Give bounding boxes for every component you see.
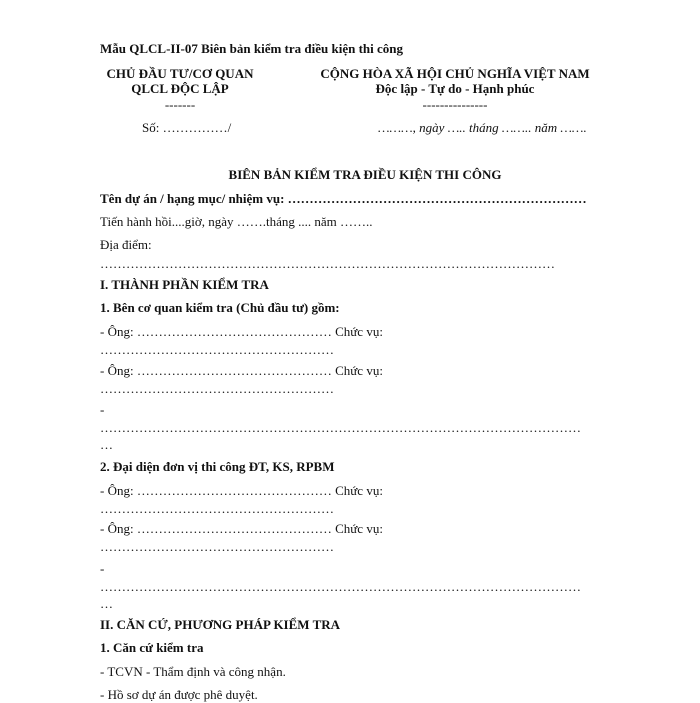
basis-item-2: - Hồ sơ dự án được phê duyệt.	[100, 687, 258, 702]
time-line: Tiến hành hồi....giờ, ngày …….tháng .... năm ……..	[100, 214, 373, 229]
inspector-3-dots: …………………………………………………………………………………………………	[100, 420, 581, 435]
inspector-1-line: - Ông: ……………………………………… Chức vụ:	[100, 324, 383, 339]
inspector-2-line: - Ông: ……………………………………… Chức vụ:	[100, 363, 383, 378]
location-label: Địa điểm:	[100, 237, 152, 252]
document-title: BIÊN BẢN KIỂM TRA ĐIỀU KIỆN THI CÔNG	[228, 167, 502, 182]
sub-1-heading: 1. Bên cơ quan kiểm tra (Chủ đầu tư) gồm:	[100, 300, 340, 315]
document-date: ………, ngày ….. tháng …….. năm …….	[378, 120, 587, 135]
inspector-2-cont: ………………………………………………	[100, 381, 334, 396]
org-name-line1: CHỦ ĐẦU TƯ/CƠ QUAN	[106, 66, 254, 81]
contractor-3-dash: -	[100, 561, 105, 576]
sub-3-heading: 1. Căn cứ kiểm tra	[100, 640, 204, 655]
contractor-2-line: - Ông: ……………………………………… Chức vụ:	[100, 521, 383, 536]
location-dots: ……………………………………………………………………………………………	[100, 256, 555, 271]
section-1-heading: I. THÀNH PHẦN KIỂM TRA	[100, 277, 269, 292]
motto-separator: ---------------	[422, 97, 488, 112]
sub-2-heading: 2. Đại diện đơn vị thi công ĐT, KS, RPBM	[100, 459, 335, 474]
national-title: CỘNG HÒA XÃ HỘI CHỦ NGHĨA VIỆT NAM	[320, 66, 590, 81]
inspector-1-cont: ………………………………………………	[100, 342, 334, 357]
contractor-3-dots: …………………………………………………………………………………………………	[100, 579, 581, 594]
basis-item-1: - TCVN - Thẩm định và công nhận.	[100, 664, 286, 679]
contractor-1-cont: ………………………………………………	[100, 501, 334, 516]
inspector-3-dash: -	[100, 402, 105, 417]
org-name-line2: QLCL ĐỘC LẬP	[131, 81, 229, 96]
inspector-3-end: …	[100, 437, 113, 452]
contractor-2-cont: ………………………………………………	[100, 539, 334, 554]
project-line: Tên dự án / hạng mục/ nhiệm vụ: ……………………………………………………………	[100, 191, 587, 206]
form-code: Mẫu QLCL-II-07 Biên bản kiểm tra điều kiện thi công	[100, 41, 404, 56]
org-separator: -------	[164, 97, 196, 112]
contractor-3-end: …	[100, 596, 113, 611]
national-motto: Độc lập - Tự do - Hạnh phúc	[375, 81, 535, 96]
section-2-heading: II. CĂN CỨ, PHƯƠNG PHÁP KIỂM TRA	[100, 617, 341, 632]
contractor-1-line: - Ông: ……………………………………… Chức vụ:	[100, 483, 383, 498]
document-number: Số: ……………/	[142, 120, 232, 135]
